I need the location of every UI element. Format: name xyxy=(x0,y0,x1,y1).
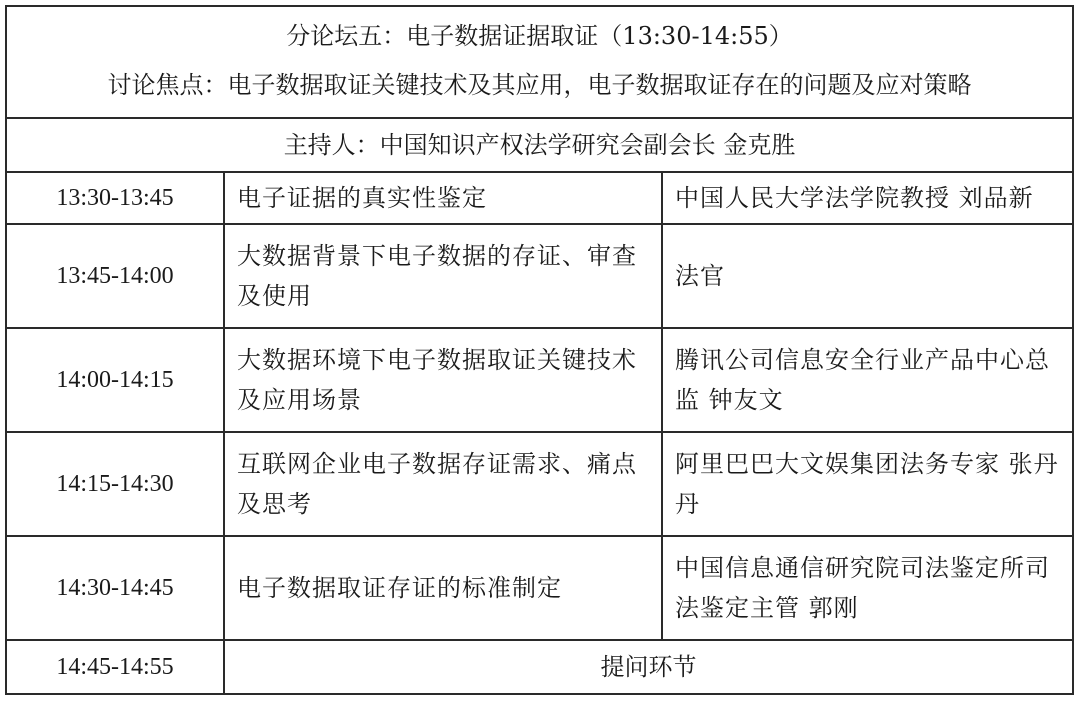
forum-focus: 讨论焦点：电子数据取证关键技术及其应用，电子数据取证存在的问题及应对策略 xyxy=(107,71,972,99)
session-row xyxy=(6,536,1073,640)
session-speaker: 中国人民大学法学院教授 刘品新 xyxy=(662,172,1073,224)
session-time: 13:30-13:45 xyxy=(6,172,224,224)
session-row xyxy=(6,432,1073,536)
session-row xyxy=(6,172,1073,224)
session-time: 14:30-14:45 xyxy=(6,536,224,640)
session-row xyxy=(6,224,1073,328)
forum-host: 主持人：中国知识产权法学研究会副会长 金克胜 xyxy=(6,118,1073,172)
session-speaker: 中国信息通信研究院司法鉴定所司法鉴定主管 郭刚 xyxy=(662,536,1073,640)
session-topic: 大数据背景下电子数据的存证、审查及使用 xyxy=(224,224,662,328)
session-speaker: 腾讯公司信息安全行业产品中心总监 钟友文 xyxy=(662,328,1073,432)
forum-header-row xyxy=(6,6,1073,118)
forum-title: 分论坛五：电子数据证据取证（13:30-14:55） xyxy=(286,22,793,50)
qa-time: 14:45-14:55 xyxy=(6,640,224,694)
forum-header-cell xyxy=(6,6,1073,118)
qa-row xyxy=(6,640,1073,694)
session-row xyxy=(6,328,1073,432)
forum-schedule-table xyxy=(5,5,1074,695)
session-topic: 电子数据取证存证的标准制定 xyxy=(224,536,662,640)
session-topic: 大数据环境下电子数据取证关键技术及应用场景 xyxy=(224,328,662,432)
host-row xyxy=(6,118,1073,172)
session-speaker: 法官 xyxy=(662,224,1073,328)
session-topic: 电子证据的真实性鉴定 xyxy=(224,172,662,224)
qa-label: 提问环节 xyxy=(224,640,1073,694)
session-time: 14:00-14:15 xyxy=(6,328,224,432)
session-time: 14:15-14:30 xyxy=(6,432,224,536)
session-speaker: 阿里巴巴大文娱集团法务专家 张丹丹 xyxy=(662,432,1073,536)
session-topic: 互联网企业电子数据存证需求、痛点及思考 xyxy=(224,432,662,536)
session-time: 13:45-14:00 xyxy=(6,224,224,328)
